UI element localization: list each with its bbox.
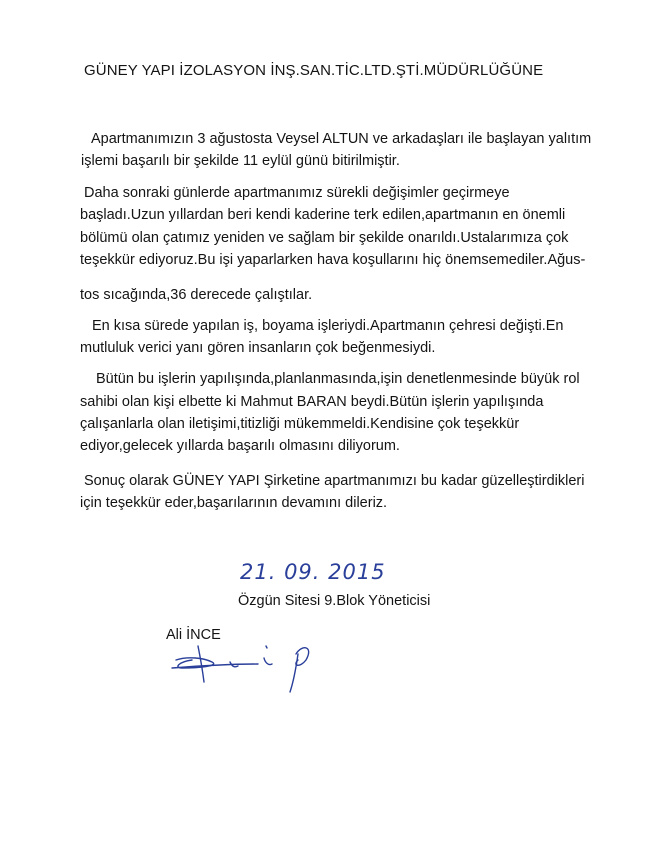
paragraph-2-line-4: teşekkür ediyoruz.Bu işi yaparlarken hava koşullarını hiç önemsemediler.Ağus-	[80, 252, 586, 268]
paragraph-2-line-3: bölümü olan çatımız yeniden ve sağlam bir şekilde onarıldı.Ustalarımıza çok	[80, 230, 569, 246]
paragraph-5-line-1: Sonuç olarak GÜNEY YAPI Şirketine apartmanımızı bu kadar güzelleştirdikleri	[84, 473, 585, 489]
paragraph-2-line-5: tos sıcağında,36 derecede çalıştılar.	[80, 287, 313, 303]
paragraph-4-line-3: çalışanlarla olan iletişimi,titizliği mükemmeldi.Kendisine çok teşekkür	[80, 416, 520, 432]
letter-recipient: GÜNEY YAPI İZOLASYON İNŞ.SAN.TİC.LTD.ŞTİ.MÜDÜRLÜĞÜNE	[84, 62, 544, 79]
paragraph-2-line-1: Daha sonraki günlerde apartmanımız sürekli değişimler geçirmeye	[84, 185, 510, 201]
paragraph-4-line-4: ediyor,gelecek yıllarda başarılı olmasını diliyorum.	[80, 438, 400, 454]
paragraph-2-line-2: başladı.Uzun yıllardan beri kendi kaderine terk edilen,apartmanın en önemli	[80, 207, 566, 223]
handwritten-signature	[168, 638, 328, 698]
signer-name: Ali İNCE	[166, 627, 221, 643]
handwritten-date: 21. 09. 2015	[240, 560, 386, 584]
paragraph-3-line-2: mutluluk verici yanı gören insanların çok beğenmesiydi.	[80, 340, 436, 356]
paragraph-4-line-2: sahibi olan kişi elbette ki Mahmut BARAN beydi.Bütün işlerin yapılışında	[80, 394, 544, 410]
paragraph-1-line-1: Apartmanımızın 3 ağustosta Veysel ALTUN ve arkadaşları ile başlayan yalıtım	[91, 131, 592, 147]
paragraph-1-line-2: işlemi başarılı bir şekilde 11 eylül günü bitirilmiştir.	[81, 153, 400, 169]
paragraph-5-line-2: için teşekkür eder,başarılarının devamını dileriz.	[80, 495, 388, 511]
signer-office: Özgün Sitesi 9.Blok Yöneticisi	[238, 593, 431, 609]
paragraph-4-line-1: Bütün bu işlerin yapılışında,planlanmasında,işin denetlenmesinde büyük rol	[96, 371, 580, 387]
paragraph-3-line-1: En kısa sürede yapılan iş, boyama işleriydi.Apartmanın çehresi değişti.En	[92, 318, 564, 334]
